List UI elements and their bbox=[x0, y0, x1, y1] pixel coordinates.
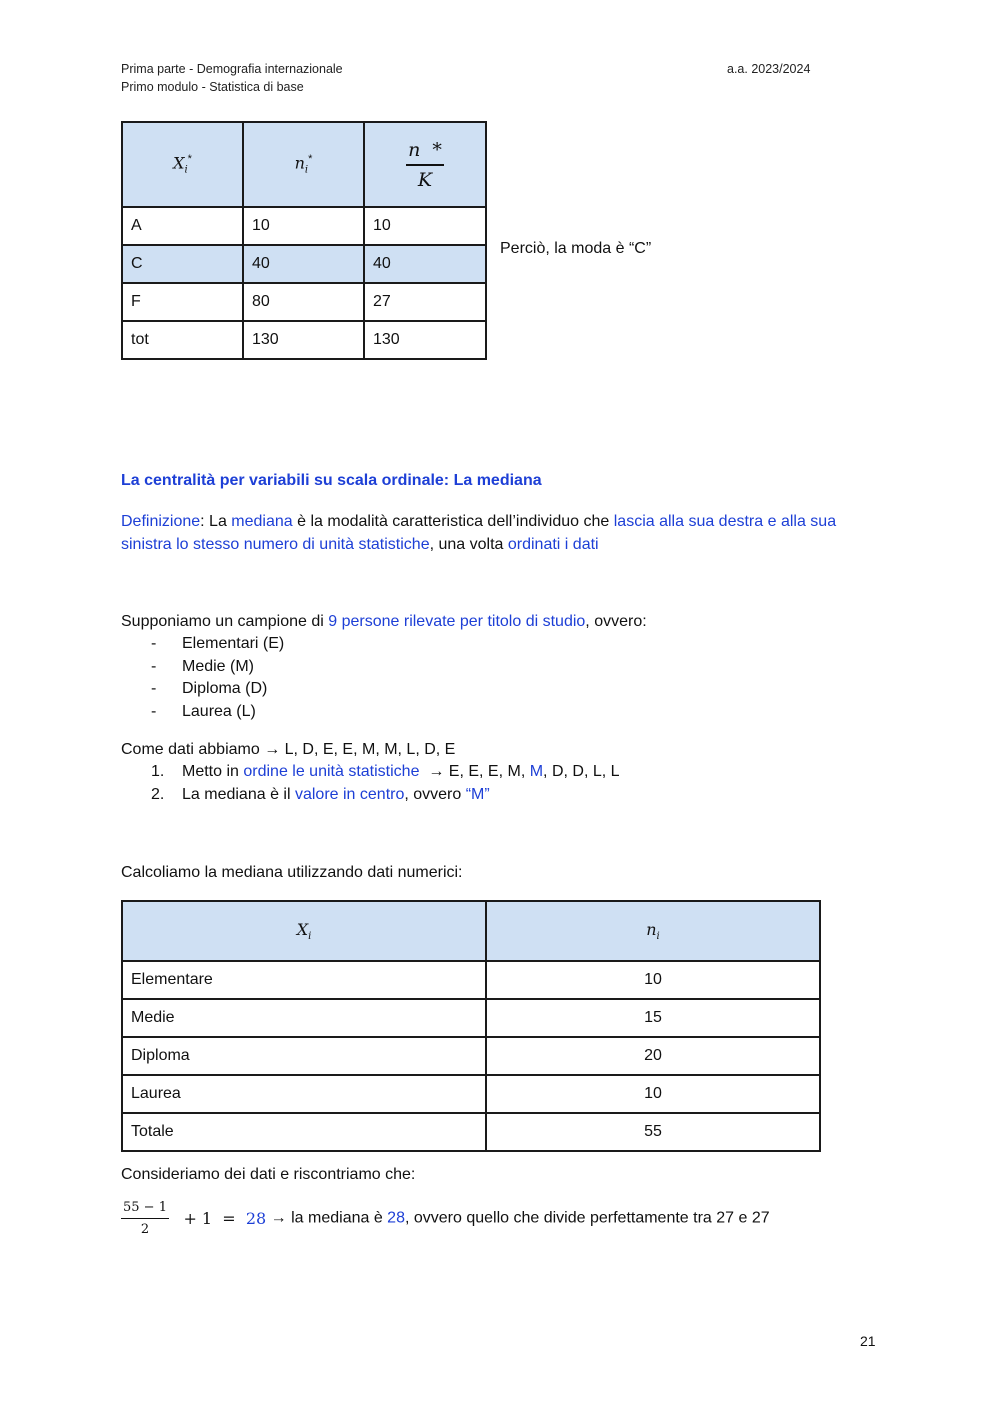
header-module: Primo modulo - Statistica di base bbox=[121, 80, 304, 94]
header-xi: $X_i$ bbox=[122, 901, 486, 961]
table-row: tot 130 130 bbox=[122, 321, 486, 359]
list-item: 1. Metto in ordine le unità statistiche → E, E, E, M, M, D, D, L, L bbox=[151, 763, 620, 780]
table-row: Totale 55 bbox=[122, 1113, 820, 1151]
median-table-header bbox=[122, 901, 820, 961]
page-number: 21 bbox=[860, 1333, 876, 1349]
median-table bbox=[121, 900, 821, 1152]
list-item: 2. La mediana è il valore in centro, ovvero “M” bbox=[151, 785, 490, 803]
table-row: Diploma 20 bbox=[122, 1037, 820, 1075]
section-title: La centralità per variabili su scala ordinale: La mediana bbox=[121, 472, 542, 489]
header-n-over-k bbox=[364, 122, 486, 207]
formula-fraction: $\frac{55 - 1}{2}$ bbox=[123, 1200, 167, 1237]
list-item: - Diploma (D) bbox=[121, 678, 521, 701]
table-row: C 40 40 bbox=[122, 245, 486, 283]
table-row: Medie 15 bbox=[122, 999, 820, 1037]
header-ni: $n_i$ bbox=[486, 901, 820, 961]
list-item: - Medie (M) bbox=[121, 656, 521, 679]
table-row: Elementare 10 bbox=[122, 961, 820, 999]
definition-paragraph: Definizione: La mediana è la modalità caratteristica dell’individuo che lascia alla sua destra e alla sua sinistra lo stesso numero di unità statistiche, una volta ordinati i dati bbox=[121, 513, 837, 553]
numeric-intro: Calcoliamo la mediana utilizzando dati numerici: bbox=[121, 864, 463, 881]
mode-table bbox=[121, 121, 487, 360]
sample-intro: Supponiamo un campione di 9 persone rilevate per titolo di studio, ovvero: bbox=[121, 613, 647, 630]
header-year: a.a. 2023/2024 bbox=[727, 62, 811, 76]
header-xi-star: $X_i^*$ bbox=[122, 122, 243, 207]
mode-table-header bbox=[122, 122, 486, 207]
consider-text: Consideriamo dei dati e riscontriamo che: bbox=[121, 1166, 416, 1183]
list-item: - Elementari (E) bbox=[121, 633, 521, 656]
data-line: Come dati abbiamo → L, D, E, E, M, M, L, D, E bbox=[121, 741, 456, 758]
median-formula: $\frac{55 - 1}{2}$ + 1 = 28 → la mediana è 28, ovvero quello che divide perfettamente tra 27 e 27 bbox=[123, 1200, 770, 1237]
header-left bbox=[121, 60, 343, 96]
list-item: - Laurea (L) bbox=[121, 701, 521, 724]
header-ni-star: $n_i^*$ bbox=[243, 122, 364, 207]
steps-list bbox=[121, 761, 901, 806]
education-list bbox=[121, 633, 521, 723]
table-row: A 10 10 bbox=[122, 207, 486, 245]
table-row: F 80 27 bbox=[122, 283, 486, 321]
n-over-k-fraction: $\frac{n *}{K}$ bbox=[408, 138, 442, 191]
table-row: Laurea 10 bbox=[122, 1075, 820, 1113]
moda-conclusion: Perciò, la moda è “C” bbox=[500, 240, 652, 257]
header-course: Prima parte - Demografia internazionale bbox=[121, 62, 343, 76]
